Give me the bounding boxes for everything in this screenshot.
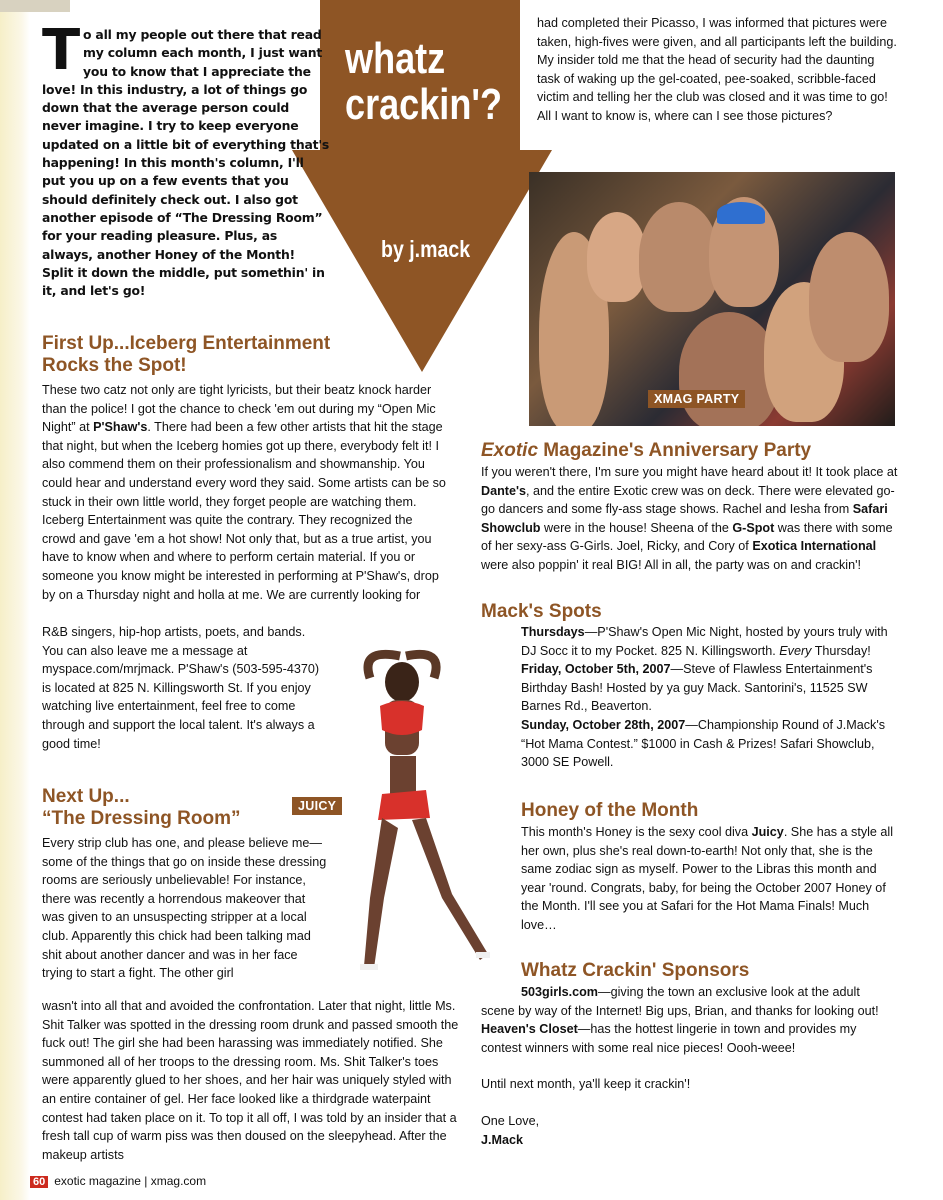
iceberg-heading-line2: Rocks the Spot! [42,355,187,376]
party-photo [529,172,895,426]
left-margin-strip [0,0,30,1200]
intro-text: o all my people out there that read my column each month, I just want you to know that I appreciate the love! In this industry, a lot of things go down that the average person could never imagine. I try to keep everyone updated on a little bit of everything that's happening! In this month's column, I'll put you up on a few events that you should definitely check out. I also got another episode of “The Dressing Room” for your reading pleasure. Plus, as always, another Honey of the Month! Split it down the middle, put somethin' in it, and let's go! [42,27,330,299]
exotic-text-2: , and the entire Exotic crew was on deck. There were elevated go-go dancers and some fly-ass stage shows. Rachel and Iesha from [481,483,895,517]
spot-entry [521,623,891,660]
photo-figure [639,202,719,312]
exotic-text-1: If you weren't there, I'm sure you might have heard about it! It took place at [481,465,898,479]
spot-date: Thursdays [521,625,585,639]
sponsors-heading [521,960,821,982]
iceberg-text-2: . There had been a few other artists that hit the stage that night, but when the Iceberg homies got up there, everybody felt it! I also commend them on their professionalism and showmanship. You could hear and understand every word they said. Some artists can be so stuck in their own little world, they forget people are watching them. Iceberg Entertainment was quite the contrary. They recognized the crowd and gave 'em a hot show! Not only that, but as a true artist, you have to know when and where to perform certain material. If you or someone you know might be interested in performing at P'Shaw's, drop by on a Thursday night and holla at me. We are currently looking for [42,420,446,602]
dressing-paragraph: Every strip club has one, and please believe me—some of the things that go on inside these dressing rooms are seriously unbelievable! For instance, there was recently a horrendous makeover that was given to an unsuspecting stripper at a local club. Apparently this chick had been talking mad shit about another dancer and was in her face trying to start a fight. The other girl [42,836,327,981]
signature: J.Mack [481,1132,524,1147]
page-footer [30,1174,206,1188]
venue-gspot: G-Spot [732,520,775,535]
dressing-heading-line2: “The Dressing Room” [42,808,241,829]
spots-heading-text: Mack's Spots [481,601,602,622]
venue-safari: Safari Showclub [481,502,888,535]
exotic-heading [481,440,901,462]
spot-text: —Championship Round of J.Mack's “Hot Mama Contest.” $1000 in Cash & Prizes! Safari Showclub, 3000 SE Powell. [521,717,886,770]
closing-line: Until next month, ya'll keep it crackin'! [481,1077,691,1092]
sponsor-entry [481,983,896,1020]
spot-emphasis: Every [779,643,812,658]
photo-figure [587,212,647,302]
top-corner-tab [0,0,70,12]
drop-cap: T [42,18,80,83]
column-title-line2: crackin'? [345,80,502,129]
iceberg-text-1: These two catz not only are tight lyricists, but their beatz knock harder than the police! I got the chance to check 'em out during my “Open Mic Night” at [42,383,436,435]
page-number: 60 [30,1176,48,1188]
sponsor-name: Heaven's Closet [481,1022,578,1037]
venue-dantes: Dante's [481,483,526,498]
venue-pshaws: P'Shaw's [93,420,148,435]
sponsor-entry [481,1020,896,1057]
spot-date: Sunday, October 28th, 2007 [521,717,686,732]
photo-figure [809,232,889,362]
exotic-paragraph [481,463,899,575]
byline: by j.mack [381,236,471,262]
exotic-text-5: were also poppin' it real BIG! All in all, the party was on and crackin'! [481,557,862,572]
dressing-paragraph-end: had completed their Picasso, I was informed that pictures were taken, high-fives were given, and all participants left the building. My insider told me that the head of security had the daunting task of waking up the gel-coated, pee-soaked, scribble-faced victim and telling her the club was closed and it was time to go! All I want to know is, where can I see those pictures? [537,16,897,123]
spot-text-end: Thursday! [811,643,871,658]
dressing-heading [42,786,322,830]
honey-heading-text: Honey of the Month [521,800,699,821]
honey-text-2: . She has a style all her own, plus she's real down-to-earth! Not only that, she is the same zodiac sign as myself. Power to the Libras this month and year 'round. Congrats, baby, for being the October 2007 Honey of the Month. I'll see you at Safari for the Hot Mama Finals! Much love… [521,825,894,932]
spot-text: —Steve of Flawless Entertainment's Birthday Bash! Hosted by ya guy Mack. Santorini's, 11525 SW Barnes Rd., Beaverton. [521,662,873,714]
spot-date: Friday, October 5th, 2007 [521,662,671,677]
party-photo-label: XMAG PARTY [648,390,745,408]
spots-heading [481,601,781,623]
sponsor-text: —giving the town an exclusive look at the adult scene by way of the Internet! Big ups, Brian, and thanks for looking out! [481,985,879,1018]
dressing-paragraph-cont: wasn't into all that and avoided the confrontation. Later that night, little Ms. Shit Talker was spotted in the dressing room drunk and passed smooth the fuck out! The girl she had been harassing was immediately notified. She summoned all of her troops to the dressing room. Ms. Shit Talker's toes were apparently glued to her shoes, and her hair was uniquely styled with an entire container of gel. Her face looked like a thirdgrade waterpaint contest had taken place on it. To top it all off, I was told by an insider that a fresh tall cup of warm piss was then doused on the sleepyhead. After the makeup artists [42,999,459,1162]
juicy-photo [330,648,490,978]
sponsor-text: —has the hottest lingerie in town and provides my contest winners with some real nice pieces! Oooh-weee! [481,1022,857,1055]
exotic-heading-italic: Exotic [481,440,539,461]
sponsors-heading-text: Whatz Crackin' Sponsors [521,960,750,981]
sponsor-name: 503girls.com [521,985,599,999]
exotic-heading-rest: Magazine's Anniversary Party [538,440,812,461]
spot-text: —P'Shaw's Open Mic Night, hosted by yours truly with DJ Socc it to my Pocket. 825 N. Killingsworth. [521,625,888,658]
dressing-heading-line1: Next Up... [42,786,130,807]
exotic-text-3: were in the house! Sheena of the [540,520,733,535]
honey-name: Juicy [751,825,784,839]
iceberg-heading-line1: First Up...Iceberg Entertainment [42,333,331,354]
honey-paragraph [521,823,896,935]
column-title-line1: whatz [345,34,446,83]
footer-text: exotic magazine | xmag.com [54,1174,207,1188]
venue-exotica: Exotica International [752,539,877,554]
iceberg-heading [42,333,422,377]
iceberg-paragraph [42,381,447,604]
spot-entry [521,716,891,772]
blue-cap [717,202,765,224]
iceberg-paragraph-cont: R&B singers, hip-hop artists, poets, and bands. You can also leave me a message at myspace.com/mrjmack. P'Shaw's (503-595-4370) is located at 825 N. Killingsworth St. If you enjoy watching live entertainment, feel free to come through and support the local talent. It's always a good time! [42,625,320,751]
signoff: One Love, [481,1113,540,1128]
column-title [345,36,509,128]
juicy-photo-label: JUICY [292,797,342,815]
spot-entry [521,660,891,716]
honey-text-1: This month's Honey is the sexy cool diva [521,825,752,839]
honey-heading [521,800,821,822]
sponsors-block [481,983,896,1149]
exotic-text-4: was there with some of her sexy-ass G-Girls. Joel, Ricky, and Cory of [481,520,893,554]
spots-list [521,623,891,772]
intro-paragraph [42,18,330,300]
